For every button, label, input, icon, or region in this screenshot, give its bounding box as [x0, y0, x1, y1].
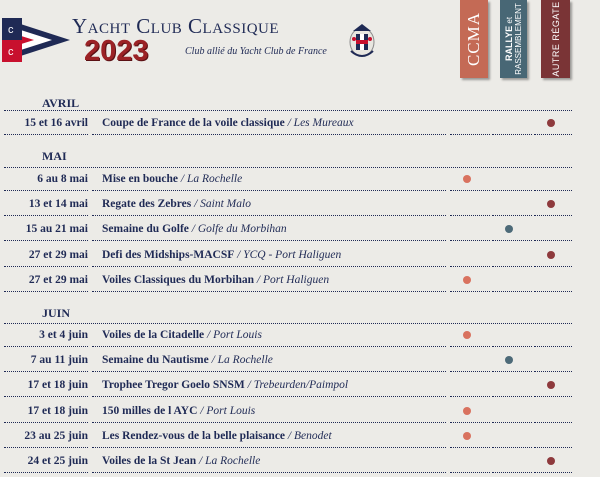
title-acht: acht [87, 14, 131, 38]
event-info [102, 450, 260, 473]
title-lassique: lassique [202, 14, 280, 38]
row-divider [450, 266, 490, 267]
event-date: 24 et 25 juin [27, 455, 88, 467]
row-divider [534, 215, 572, 216]
row-divider [450, 346, 490, 347]
event-location: Trebeurden/Paimpol [253, 379, 349, 392]
event-date: 27 et 29 mai [28, 273, 88, 286]
row-divider [92, 291, 446, 292]
event-info [102, 349, 273, 372]
event-name: Les Rendez-vous de la belle plaisance [102, 429, 286, 442]
event-row[interactable] [0, 244, 600, 267]
event-location: YCQ - Port Haliguen [243, 248, 342, 261]
row-divider [492, 396, 532, 397]
event-location: Les Mureaux [293, 117, 354, 129]
row-divider [492, 346, 532, 347]
event-info [102, 269, 329, 292]
row-divider [92, 215, 446, 216]
row-divider [92, 422, 446, 423]
event-type-ccma-dot [463, 331, 471, 339]
row-divider [92, 447, 446, 448]
burgee-letter-bottom: c [8, 46, 14, 58]
row-divider [492, 291, 532, 292]
row-divider [492, 190, 532, 191]
event-type-autre-dot [547, 200, 555, 208]
row-divider [4, 472, 88, 473]
event-row[interactable] [0, 450, 600, 473]
row-divider [92, 371, 446, 372]
event-type-ccma-dot [463, 407, 471, 415]
event-info [102, 244, 341, 267]
event-location: La Rochelle [205, 455, 261, 467]
row-divider [92, 396, 446, 397]
event-row[interactable] [0, 218, 600, 241]
event-separator: / [196, 455, 206, 467]
event-info [102, 193, 251, 216]
event-type-ccma-dot [463, 175, 471, 183]
row-divider [492, 422, 532, 423]
event-type-rally-dot [505, 225, 513, 233]
row-divider [4, 371, 88, 372]
club-tagline: Club allié du Yacht Club de France [185, 46, 327, 57]
row-divider [450, 422, 490, 423]
event-date: 17 et 18 juin [27, 404, 88, 417]
yacht-club-de-france-crest-icon [345, 21, 379, 61]
event-location: Golfe du Morbihan [197, 223, 287, 236]
row-divider [92, 472, 446, 473]
column-header-ccma [460, 0, 488, 78]
event-name: Voiles de la St Jean [102, 455, 197, 467]
column-label-et: et [504, 16, 514, 24]
event-separator: / [208, 354, 218, 367]
column-label-rassemblement: RASSEMBLEMENT [513, 3, 523, 75]
title-lub: lub [150, 14, 183, 38]
club-burgee-icon [2, 18, 70, 62]
event-row[interactable] [0, 374, 600, 397]
row-divider [450, 371, 490, 372]
event-separator: / [191, 198, 201, 211]
event-date: 13 et 14 mai [28, 198, 88, 211]
event-date: 23 au 25 juin [24, 429, 88, 442]
event-type-ccma-dot [463, 276, 471, 284]
event-name: Mise en bouche [102, 173, 179, 185]
row-divider [4, 422, 88, 423]
event-info [102, 168, 242, 191]
row-divider [92, 134, 446, 135]
row-divider [4, 346, 88, 347]
row-divider [92, 190, 446, 191]
event-type-autre-dot [547, 251, 555, 259]
event-separator: / [188, 223, 198, 236]
event-date: 3 et 4 juin [39, 329, 88, 341]
event-separator: / [244, 379, 254, 392]
row-divider [534, 291, 572, 292]
event-separator: / [234, 248, 244, 261]
row-divider [450, 240, 490, 241]
row-divider [492, 447, 532, 448]
burgee-letter-top: c [8, 24, 14, 36]
event-row[interactable] [0, 425, 600, 448]
event-name: Coupe de France de la voile classique [102, 117, 285, 129]
event-row[interactable] [0, 168, 600, 191]
event-date: 15 et 16 avril [24, 117, 88, 129]
row-divider [4, 266, 88, 267]
event-row[interactable] [0, 269, 600, 292]
event-separator: / [197, 404, 207, 417]
event-type-rally-dot [505, 356, 513, 364]
row-divider [534, 447, 572, 448]
event-location: Port Louis [206, 404, 256, 417]
event-location: Saint Malo [200, 198, 251, 211]
column-header-autre-regate [541, 0, 570, 78]
event-row[interactable] [0, 324, 600, 347]
row-divider [534, 422, 572, 423]
event-separator: / [254, 273, 263, 286]
row-divider [492, 240, 532, 241]
event-row[interactable] [0, 112, 600, 135]
row-divider [492, 371, 532, 372]
month-heading: MAI [42, 149, 67, 163]
event-location: Port Haliguen [262, 273, 330, 286]
event-info [102, 374, 348, 397]
event-date: 15 au 21 mai [25, 223, 88, 236]
title-c2: C [188, 14, 203, 38]
event-location: Port Louis [213, 329, 262, 341]
event-info [102, 324, 262, 347]
event-location: La Rochelle [186, 173, 243, 185]
row-divider [92, 266, 446, 267]
row-divider [534, 472, 572, 473]
event-name: Trophee Tregor Goelo SNSM [102, 379, 245, 392]
event-name: Voiles Classiques du Morbihan [102, 273, 254, 286]
row-divider [4, 447, 88, 448]
row-divider [4, 240, 88, 241]
row-divider [534, 346, 572, 347]
column-label-autre-regate: AUTRE RÉGATE [550, 1, 561, 77]
event-row[interactable] [0, 400, 600, 423]
month-divider [4, 110, 572, 111]
row-divider [534, 240, 572, 241]
event-date: 17 et 18 juin [27, 379, 88, 392]
row-divider [534, 396, 572, 397]
month-heading: AVRIL [42, 96, 80, 110]
row-divider [4, 190, 88, 191]
row-divider [450, 396, 490, 397]
row-divider [534, 190, 572, 191]
row-divider [492, 134, 532, 135]
header [0, 0, 600, 92]
event-separator: / [284, 117, 294, 129]
row-divider [450, 190, 490, 191]
row-divider [492, 266, 532, 267]
row-divider [450, 291, 490, 292]
event-name: Voiles de la Citadelle [102, 329, 205, 341]
event-separator: / [285, 429, 294, 442]
row-divider [92, 346, 446, 347]
row-divider [534, 134, 572, 135]
row-divider [92, 240, 446, 241]
event-type-ccma-dot [463, 432, 471, 440]
event-type-autre-dot [547, 381, 555, 389]
event-separator: / [178, 173, 187, 185]
column-header-rallye [500, 0, 527, 78]
month-heading: JUIN [42, 306, 71, 320]
event-info [102, 112, 354, 135]
event-date: 6 au 8 mai [37, 173, 88, 185]
row-divider [4, 396, 88, 397]
event-row[interactable] [0, 349, 600, 372]
row-divider [492, 215, 532, 216]
row-divider [4, 215, 88, 216]
event-row[interactable] [0, 193, 600, 216]
event-info [102, 218, 287, 241]
row-divider [450, 215, 490, 216]
event-date: 7 au 11 juin [30, 354, 88, 367]
title-y: Y [72, 14, 88, 38]
row-divider [450, 134, 490, 135]
column-label-rallye: RALLYE [503, 25, 514, 62]
event-info [102, 425, 332, 448]
row-divider [450, 447, 490, 448]
event-info [102, 400, 255, 423]
event-name: Semaine du Nautisme [102, 354, 209, 367]
row-divider [534, 371, 572, 372]
event-name: 150 milles de l AYC [102, 404, 198, 417]
event-name: Semaine du Golfe [102, 223, 189, 236]
event-type-autre-dot [547, 457, 555, 465]
row-divider [4, 291, 88, 292]
event-name: Regate des Zebres [102, 198, 192, 211]
column-label-ccma: CCMA [464, 11, 483, 67]
event-location: La Rochelle [217, 354, 273, 367]
row-divider [4, 134, 88, 135]
event-date: 27 et 29 mai [28, 248, 88, 261]
event-name: Defi des Midships-MACSF [102, 248, 235, 261]
title-c1: C [136, 14, 151, 38]
event-separator: / [204, 329, 214, 341]
event-type-autre-dot [547, 119, 555, 127]
event-location: Benodet [294, 429, 332, 442]
row-divider [450, 472, 490, 473]
row-divider [492, 472, 532, 473]
row-divider [534, 266, 572, 267]
season-year: 2023 [84, 35, 149, 67]
